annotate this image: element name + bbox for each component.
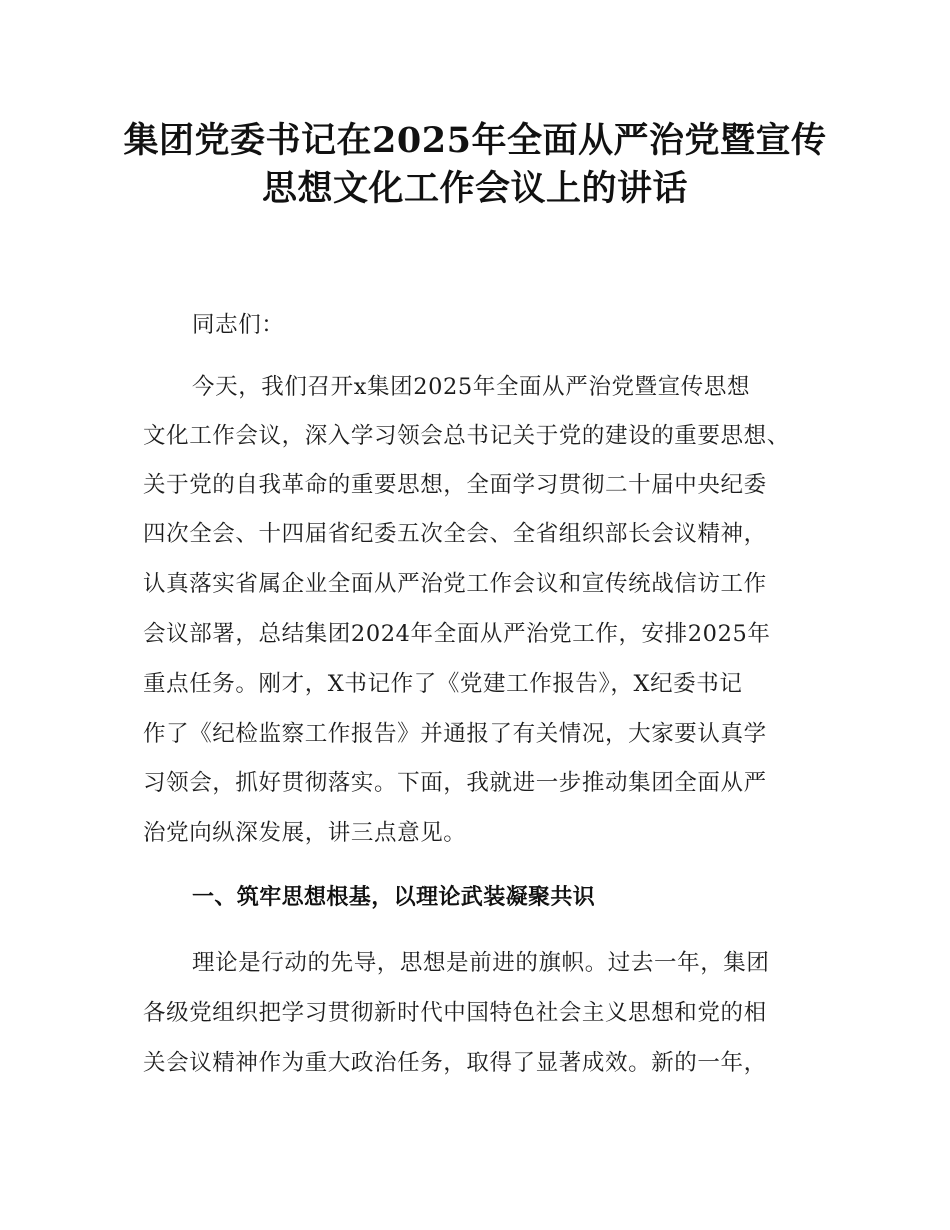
paragraph-line: 各级党组织把学习贯彻新时代中国特色社会主义思想和党的相 [143,1000,767,1026]
paragraph-line: 会议部署，总结集团2024年全面从严治党工作，安排2025年 [143,621,771,647]
document-title-line-2: 思想文化工作会议上的讲话 [261,168,688,209]
paragraph-line: 文化工作会议，深入学习领会总书记关于党的建设的重要思想、 [143,423,790,449]
paragraph-line: 认真落实省属企业全面从严治党工作会议和宣传统战信访工作 [143,571,767,597]
section-heading: 一、筑牢思想根基，以理论武装凝聚共识 [192,885,596,910]
paragraph-line: 理论是行动的先导，思想是前进的旗帜。过去一年，集团 [192,950,770,976]
paragraph-line: 重点任务。刚才，X书记作了《党建工作报告》，X纪委书记 [143,671,743,697]
paragraph-line: 关会议精神作为重大政治任务，取得了显著成效。新的一年， [143,1050,767,1076]
paragraph-line: 治党向纵深发展，讲三点意见。 [143,820,467,846]
paragraph-line: 四次全会、十四届省纪委五次全会、全省组织部长会议精神， [143,521,767,547]
paragraph-line: 关于党的自我革命的重要思想，全面学习贯彻二十届中央纪委 [143,472,767,498]
paragraph-line: 今天，我们召开x集团2025年全面从严治党暨宣传思想 [192,374,751,400]
paragraph-line: 作了《纪检监察工作报告》并通报了有关情况，大家要认真学 [143,721,767,747]
paragraph-line: 习领会，抓好贯彻落实。下面，我就进一步推动集团全面从严 [143,770,767,796]
document-title-line-1: 集团党委书记在2025年全面从严治党暨宣传 [123,120,827,161]
salutation: 同志们： [192,312,285,338]
